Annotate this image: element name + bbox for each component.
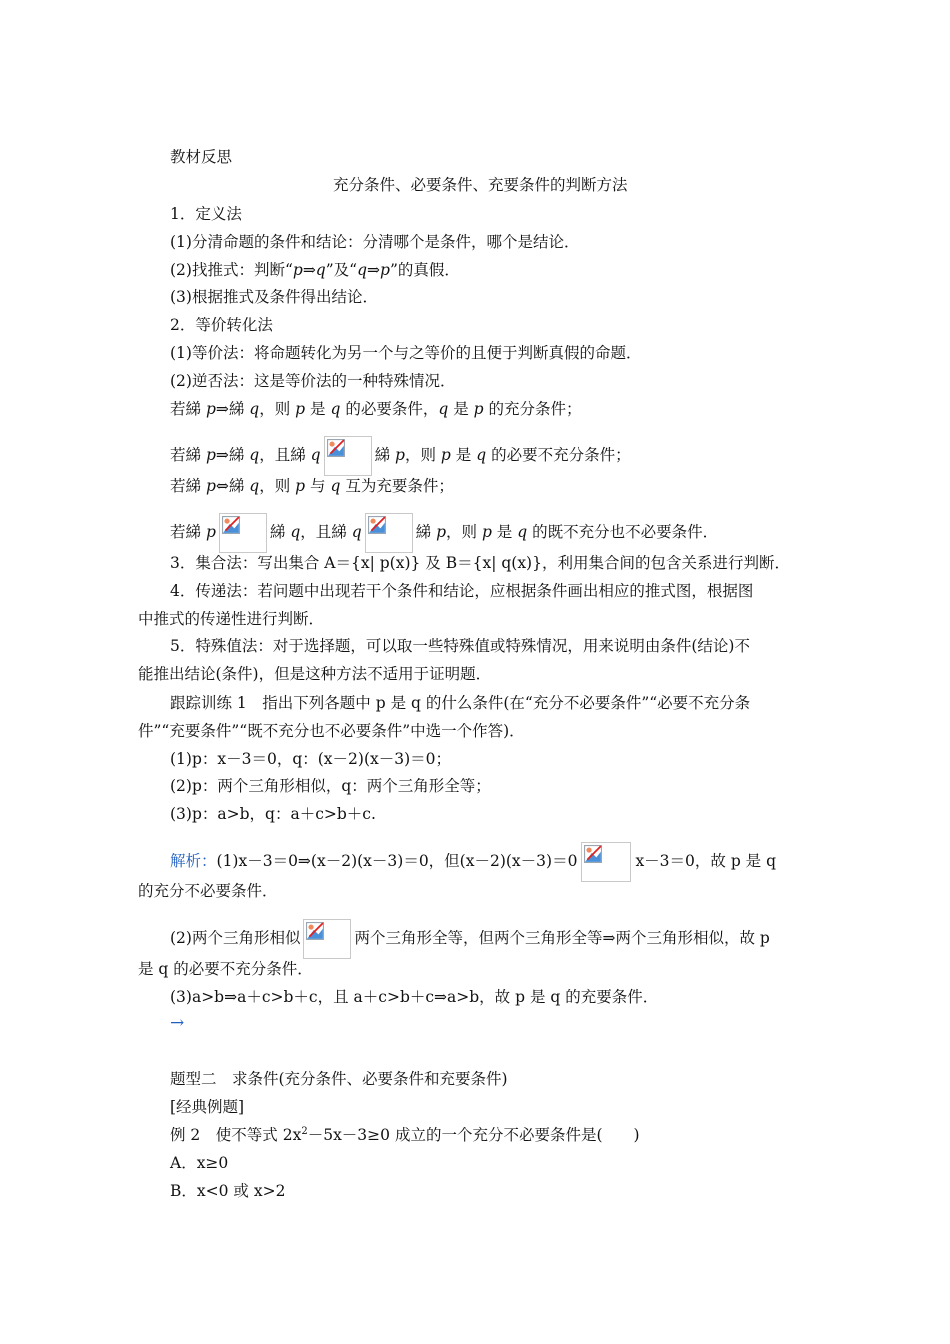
method-5-line-1: 5．特殊值法：对于选择题，可以取一些特殊值或特殊情况，用来说明由条件(结论)不 bbox=[170, 637, 750, 655]
method-5-line-2: 能推出结论(条件)，但是这种方法不适用于证明题． bbox=[138, 665, 492, 683]
method-4-line-2: 中推式的传递性进行判断． bbox=[138, 610, 325, 628]
method-2-title: 2．等价转化法 bbox=[170, 316, 273, 334]
broken-image-icon bbox=[581, 842, 631, 882]
solution-line-5: (3)a>b⇒a＋c>b＋c，且 a＋c>b＋c⇒a>b，故 p 是 q 的充要条件． bbox=[170, 988, 659, 1006]
method-1-item-2: (2)找推式：判断“p⇒q”及“q⇒p”的真假． bbox=[170, 261, 460, 279]
rule-1: 若綈 p⇒綈 q，则 p 是 q 的必要条件，q 是 p 的充分条件； bbox=[170, 400, 582, 418]
practice-q2: (2)p：两个三角形相似，q：两个三角形全等； bbox=[170, 777, 491, 795]
option-a: A．x≥0 bbox=[170, 1154, 229, 1172]
solution-line-1: 解析：(1)x－3＝0⇒(x－2)(x－3)＝0，但(x－2)(x－3)＝0 x－3＝0，故 p 是 q bbox=[170, 842, 776, 882]
example-tag: [经典例题] bbox=[170, 1098, 245, 1116]
broken-image-icon bbox=[303, 919, 351, 959]
method-1-item-3: (3)根据推式及条件得出结论． bbox=[170, 288, 378, 306]
method-3: 3．集合法：写出集合 A＝{x| p(x)} 及 B＝{x| q(x)}，利用集合间的包含关系进行判断． bbox=[170, 554, 790, 572]
broken-image-icon bbox=[365, 513, 413, 553]
method-1-title: 1．定义法 bbox=[170, 205, 242, 223]
rule-3: 若綈 p⇔綈 q，则 p 与 q 互为充要条件； bbox=[170, 477, 454, 495]
solution-line-3: (2)两个三角形相似 两个三角形全等，但两个三角形全等⇒两个三角形相似，故 p bbox=[170, 919, 770, 959]
option-b: B．x<0 或 x>2 bbox=[170, 1182, 286, 1200]
method-1-item-1: (1)分清命题的条件和结论：分清哪个是条件，哪个是结论． bbox=[170, 233, 580, 251]
method-2-item-1: (1)等价法：将命题转化为另一个与之等价的且便于判断真假的命题． bbox=[170, 344, 642, 362]
page-title: 充分条件、必要条件、充要条件的判断方法 bbox=[333, 176, 628, 194]
practice-line-2: 件”“充要条件”“既不充分也不必要条件”中选一个作答)． bbox=[138, 722, 525, 740]
broken-image-icon bbox=[219, 513, 267, 553]
solution-line-2: 的充分不必要条件． bbox=[138, 882, 278, 900]
type-title: 题型二 求条件(充分条件、必要条件和充要条件) bbox=[170, 1070, 508, 1088]
rule-4: 若綈 p 綈 q，且綈 q 綈 p，则 p 是 q 的既不充分也不必要条件． bbox=[170, 513, 718, 553]
method-2-item-2: (2)逆否法：这是等价法的一种特殊情况． bbox=[170, 372, 456, 390]
arrow-icon[interactable]: → bbox=[170, 1013, 185, 1033]
example-question: 例 2 使不等式 $2x^2-5x-3\ge 0$ 成立的一个充分不必要条件是( ) bbox=[170, 1125, 640, 1144]
section-label: 教材反思 bbox=[170, 148, 233, 166]
solution-line-4: 是 q 的必要不充分条件． bbox=[138, 960, 313, 978]
method-4-line-1: 4．传递法：若问题中出现若干个条件和结论，应根据条件画出相应的推式图，根据图 bbox=[170, 582, 754, 600]
practice-q3: (3)p：a>b，q：a＋c>b＋c. bbox=[170, 805, 376, 823]
broken-image-icon bbox=[324, 436, 372, 476]
practice-line-1: 跟踪训练 1 指出下列各题中 p 是 q 的什么条件(在“充分不必要条件”“必要不充分条 bbox=[170, 694, 751, 712]
solution-label: 解析： bbox=[170, 852, 217, 870]
rule-2: 若綈 p⇒綈 q，且綈 q 綈 p，则 p 是 q 的必要不充分条件； bbox=[170, 436, 631, 476]
practice-q1: (1)p：x－3＝0，q：(x－2)(x－3)＝0； bbox=[170, 750, 452, 768]
